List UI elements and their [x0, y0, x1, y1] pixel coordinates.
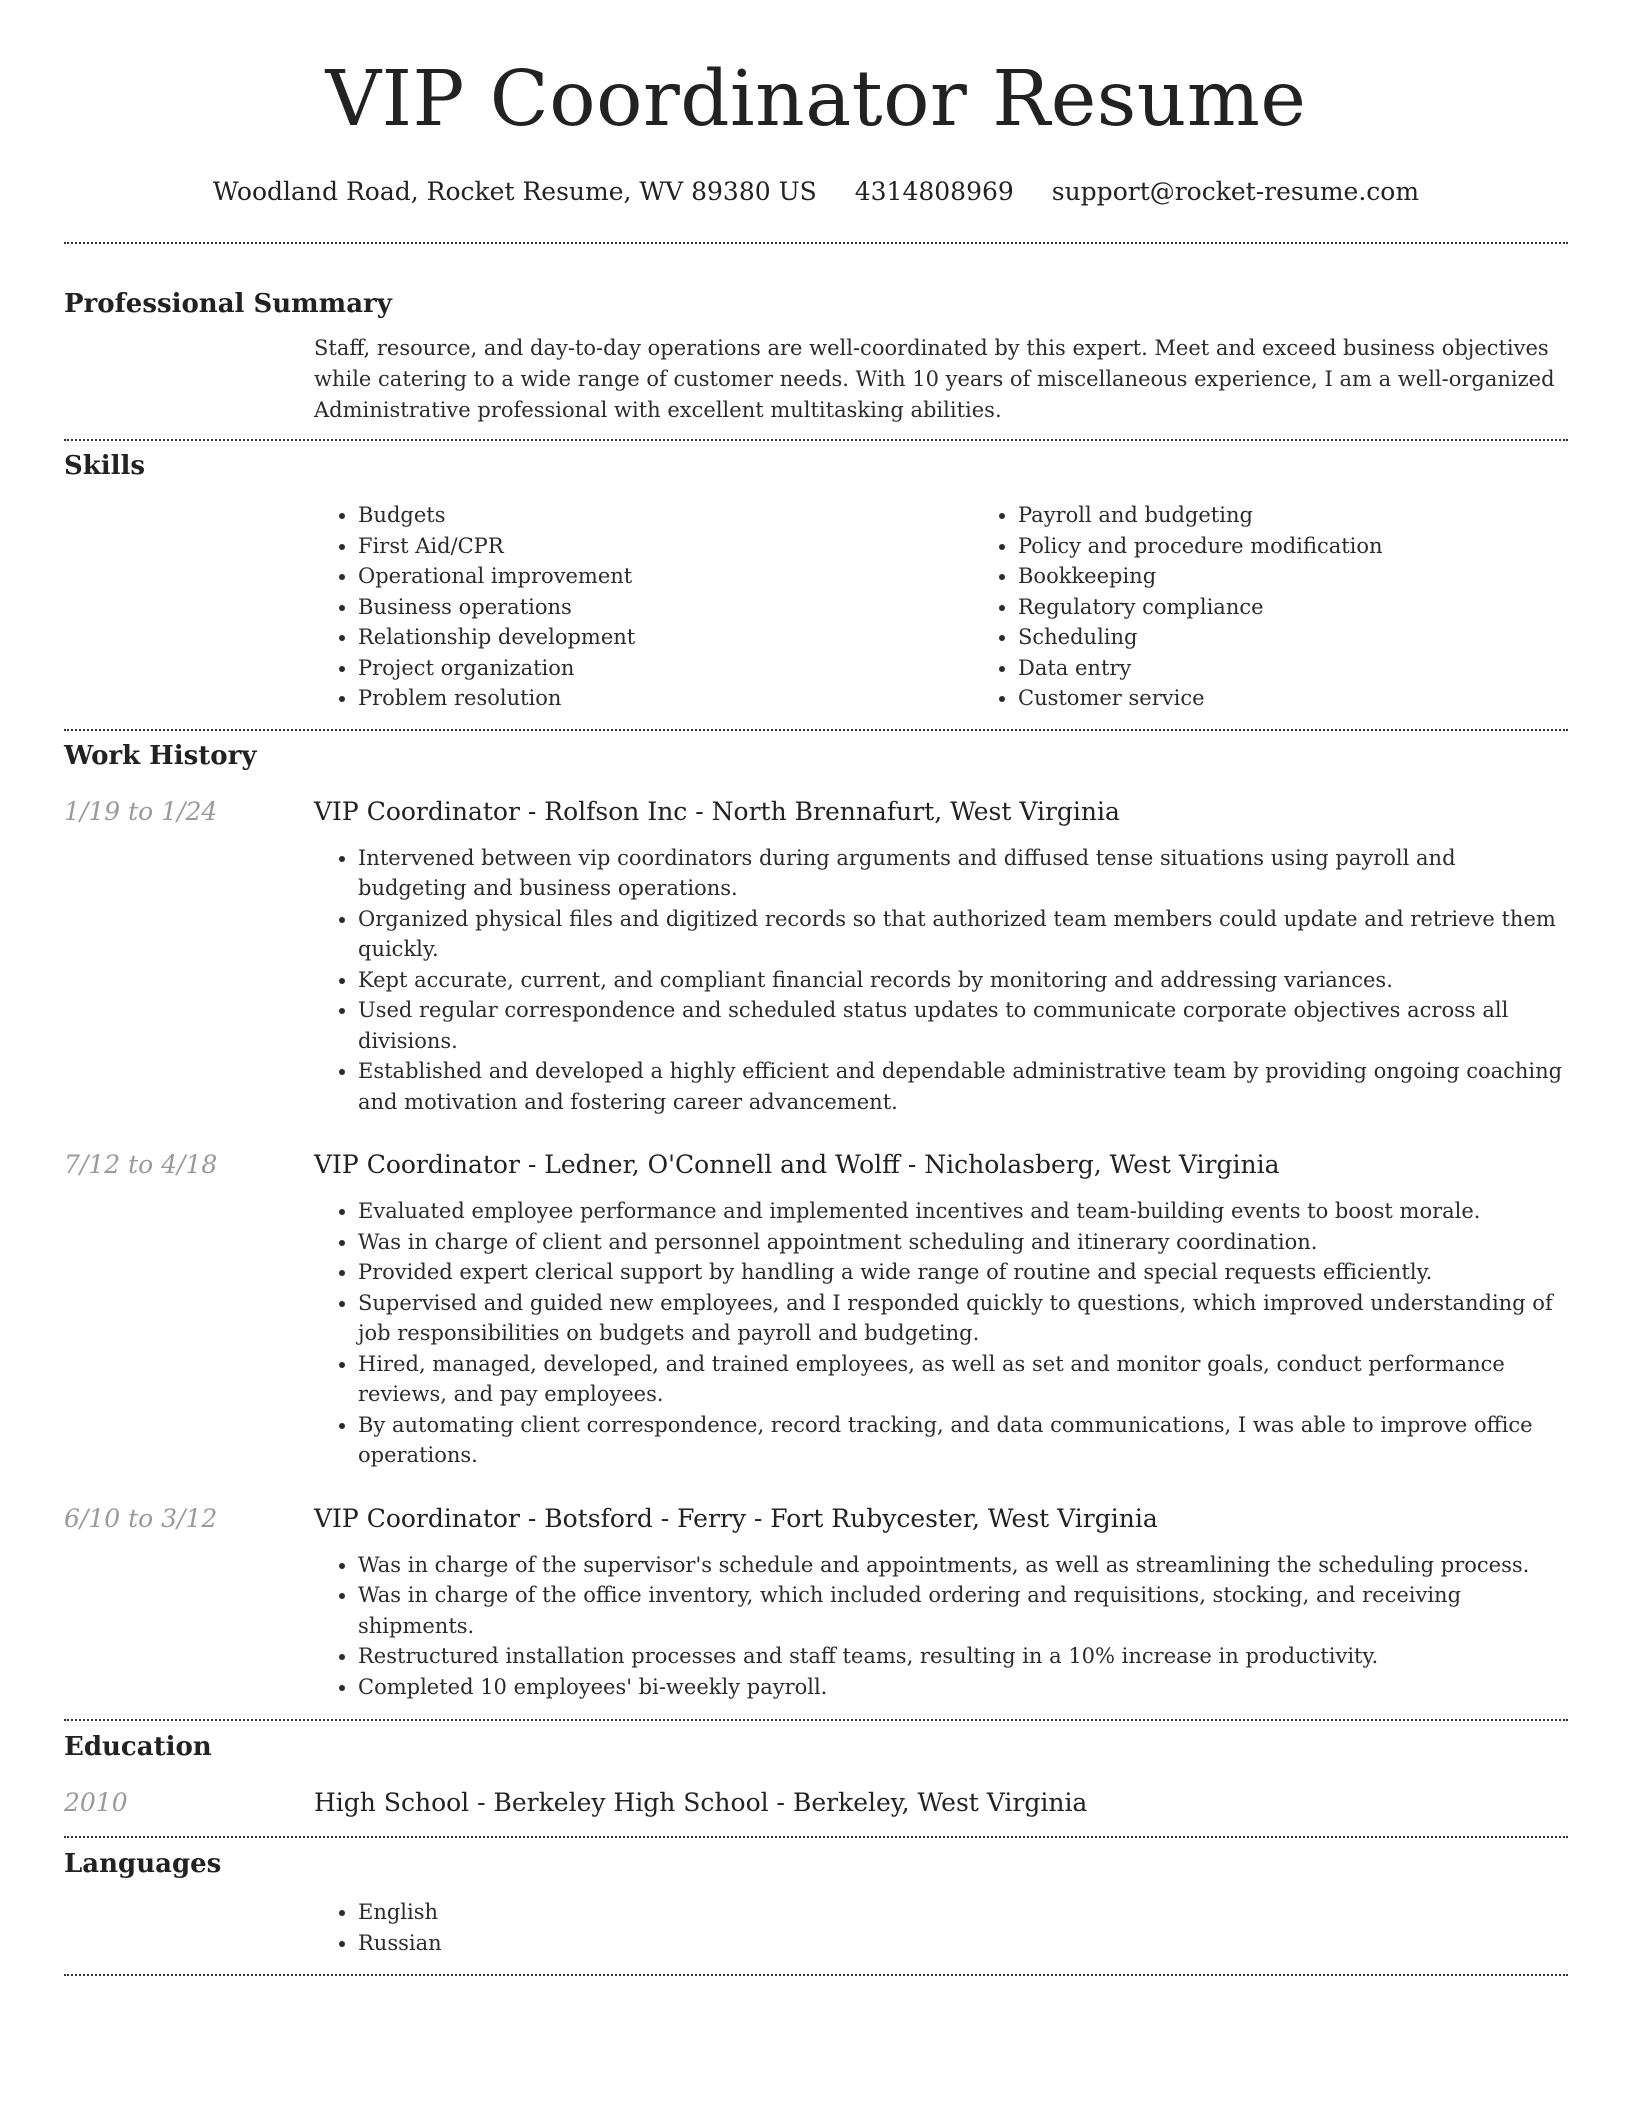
list-item: • Operational improvement: [358, 561, 974, 592]
list-item: • Russian: [358, 1928, 1568, 1959]
education-entry: High School - Berkeley High School - Berkeley, West Virginia: [314, 1788, 1088, 1817]
skills-list-left: [314, 500, 974, 714]
list-item: • First Aid/CPR: [358, 531, 974, 562]
summary-text: Staff, resource, and day-to-day operations are well-coordinated by this expert. Meet and exceed business objectives while catering to a wide range of customer needs. With 10 years of miscellaneous experience, I am a well-organized Administrative professional with excellent multitasking abilities.: [314, 336, 1555, 422]
list-item: • Scheduling: [1018, 622, 1632, 653]
job-duties: [314, 1196, 1568, 1471]
list-item: • Regulatory compliance: [1018, 592, 1632, 623]
list-item: • Evaluated employee performance and implemented incentives and team-building events to boost morale.: [358, 1196, 1568, 1227]
education-section: [64, 1731, 1568, 1819]
list-item: • Used regular correspondence and scheduled status updates to communicate corporate objectives across all divisions.: [358, 995, 1568, 1056]
list-item: • Policy and procedure modification: [1018, 531, 1632, 562]
list-item: • Bookkeeping: [1018, 561, 1632, 592]
page-title: VIP Coordinator Resume: [325, 55, 1307, 144]
languages-list: [314, 1897, 1568, 1958]
divider: [64, 729, 1568, 731]
job-dates: 7/12 to 4/18: [64, 1150, 218, 1179]
contact-phone: 4314808969: [854, 177, 1014, 206]
section-title-summary: Professional Summary: [64, 289, 392, 319]
list-item: • By automating client correspondence, record tracking, and data communications, I was able to improve office operations.: [358, 1410, 1568, 1471]
contact-line: [64, 176, 1568, 208]
list-item: • Customer service: [1018, 683, 1632, 714]
languages-section: [64, 1848, 1568, 1958]
job-duties: [314, 843, 1568, 1118]
section-title-languages: Languages: [64, 1849, 222, 1879]
list-item: • Project organization: [358, 653, 974, 684]
section-title-skills: Skills: [64, 451, 146, 481]
list-item: • Was in charge of the supervisor's schedule and appointments, as well as streamlining the scheduling process.: [358, 1550, 1568, 1581]
job-title: VIP Coordinator - Ledner, O'Connell and Wolff - Nicholasberg, West Virginia: [314, 1150, 1280, 1179]
work-history-section: [64, 740, 1568, 1703]
job-dates: 1/19 to 1/24: [64, 796, 218, 826]
list-item: • Organized physical files and digitized records so that authorized team members could update and retrieve them quickly.: [358, 904, 1568, 965]
list-item: • Established and developed a highly efficient and dependable administrative team by providing ongoing coaching and motivation and fostering career advancement.: [358, 1056, 1568, 1117]
job-dates: 6/10 to 3/12: [64, 1503, 218, 1533]
list-item: • Kept accurate, current, and compliant financial records by monitoring and addressing variances.: [358, 965, 1568, 996]
job-title: VIP Coordinator - Rolfson Inc - North Brennafurt, West Virginia: [314, 796, 1120, 826]
list-item: • Restructured installation processes and staff teams, resulting in a 10% increase in productivity.: [358, 1641, 1568, 1672]
list-item: • Was in charge of the office inventory, which included ordering and requisitions, stocking, and receiving shipments.: [358, 1580, 1568, 1641]
list-item: • Was in charge of client and personnel appointment scheduling and itinerary coordination.: [358, 1227, 1568, 1258]
list-item: • Completed 10 employees' bi-weekly payroll.: [358, 1672, 1568, 1703]
contact-email: support@rocket-resume.com: [1051, 177, 1420, 206]
list-item: • Supervised and guided new employees, and I responded quickly to questions, which improved understanding of job responsibilities on budgets and payroll and budgeting.: [358, 1288, 1568, 1349]
job-duties: [314, 1550, 1568, 1703]
list-item: • Budgets: [358, 500, 974, 531]
job-title: VIP Coordinator - Botsford - Ferry - Fort Rubycester, West Virginia: [314, 1503, 1158, 1533]
list-item: • Data entry: [1018, 653, 1632, 684]
summary-section: [64, 288, 1568, 426]
contact-address: Woodland Road, Rocket Resume, WV 89380 US: [212, 177, 817, 206]
section-title-education: Education: [64, 1732, 212, 1762]
divider: [64, 1719, 1568, 1721]
divider: [64, 1836, 1568, 1838]
list-item: • Intervened between vip coordinators during arguments and diffused tense situations using payroll and budgeting and business operations.: [358, 843, 1568, 904]
list-item: • Payroll and budgeting: [1018, 500, 1632, 531]
list-item: • Hired, managed, developed, and trained employees, as well as set and monitor goals, conduct performance reviews, and pay employees.: [358, 1349, 1568, 1410]
job-entry: [64, 1149, 1568, 1471]
list-item: • English: [358, 1897, 1568, 1928]
skills-section: [64, 450, 1568, 714]
list-item: • Problem resolution: [358, 683, 974, 714]
divider: [64, 439, 1568, 441]
list-item: • Relationship development: [358, 622, 974, 653]
list-item: • Provided expert clerical support by handling a wide range of routine and special requests efficiently.: [358, 1257, 1568, 1288]
education-year: 2010: [64, 1788, 128, 1817]
job-entry: [64, 1503, 1568, 1703]
job-entry: [64, 796, 1568, 1118]
divider: [64, 242, 1568, 244]
list-item: • Business operations: [358, 592, 974, 623]
section-title-work-history: Work History: [64, 740, 257, 771]
divider: [64, 1974, 1568, 1976]
skills-list-right: [974, 500, 1632, 714]
